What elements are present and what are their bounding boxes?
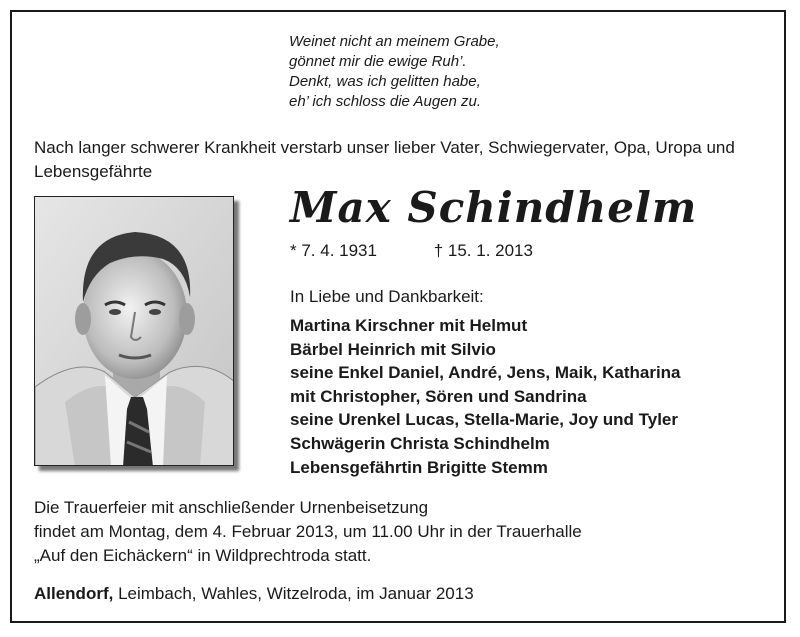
poem-line: Weinet nicht an meinem Grabe, <box>289 33 500 50</box>
life-dates <box>290 241 533 261</box>
list-item: Lebensgefährtin Brigitte Stemm <box>290 457 548 477</box>
funeral-line: „Auf den Eichäckern“ in Wildprechtroda statt. <box>34 546 372 565</box>
list-item: Bärbel Heinrich mit Silvio <box>290 339 496 359</box>
poem-line: Denkt, was ich gelitten habe, <box>289 73 481 90</box>
closing-place: Allendorf, <box>34 584 114 603</box>
closing-rest: Leimbach, Wahles, Witzelroda, im Januar 2013 <box>113 584 474 603</box>
funeral-line: Die Trauerfeier mit anschließender Urnenbeisetzung <box>34 498 429 517</box>
list-item: Schwägerin Christa Schindhelm <box>290 433 550 453</box>
birth-date: * 7. 4. 1931 <box>290 241 377 260</box>
list-item: Martina Kirschner mit Helmut <box>290 316 528 335</box>
funeral-info <box>34 496 582 568</box>
list-item: seine Urenkel Lucas, Stella-Marie, Joy und Tyler <box>290 410 678 430</box>
closing-line <box>34 584 474 604</box>
list-item: seine Enkel Daniel, André, Jens, Maik, Katharina <box>290 363 681 383</box>
portrait-photo <box>34 196 234 466</box>
death-date: † 15. 1. 2013 <box>433 241 533 260</box>
poem-line: gönnet mir die ewige Ruh’. <box>289 53 467 70</box>
memorial-poem <box>289 32 500 112</box>
deceased-name: Max Schindhelm <box>290 183 698 232</box>
poem-line: eh’ ich schloss die Augen zu. <box>289 93 482 110</box>
announcement-intro: Nach langer schwerer Krankheit verstarb unser lieber Vater, Schwiegervater, Opa, Uropa und Lebensgefährte <box>34 138 735 181</box>
mourners-list <box>290 314 681 479</box>
funeral-line: findet am Montag, dem 4. Februar 2013, um 11.00 Uhr in der Trauerhalle <box>34 522 582 541</box>
list-item: mit Christopher, Sören und Sandrina <box>290 386 587 406</box>
thanks-line: In Liebe und Dankbarkeit: <box>290 287 484 306</box>
